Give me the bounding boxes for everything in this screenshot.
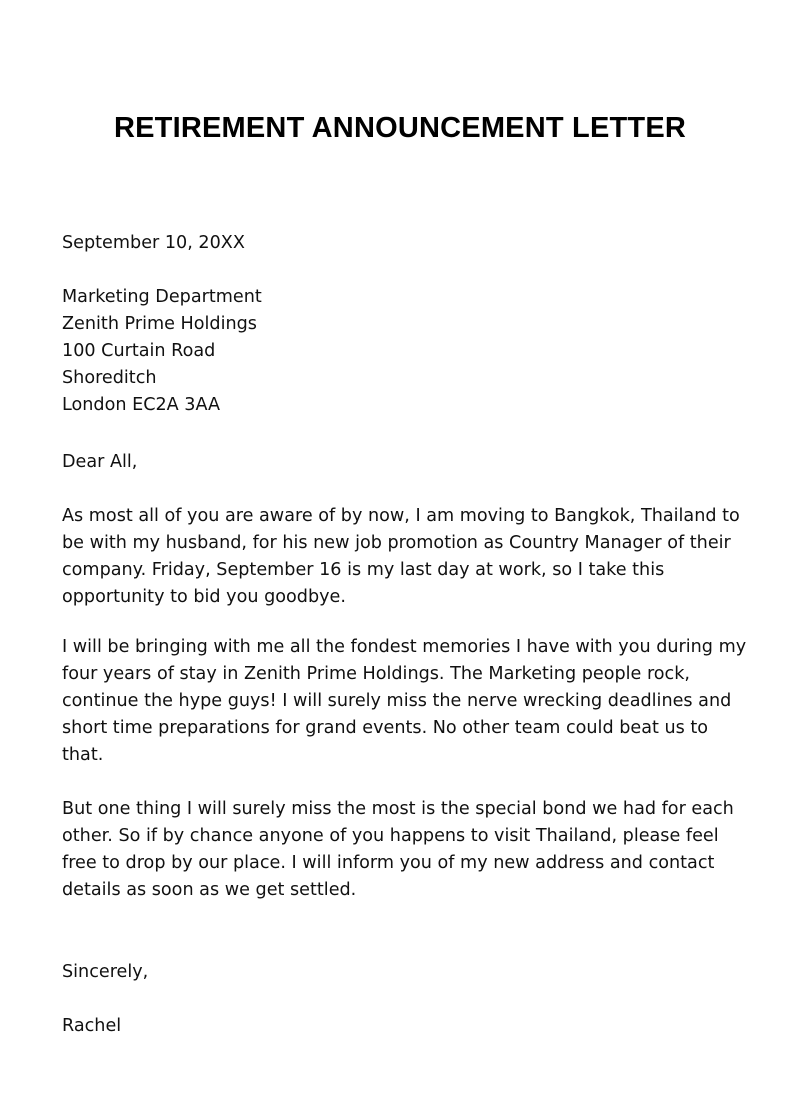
recipient-city-postcode: London EC2A 3AA <box>62 395 221 415</box>
letter-title: RETIREMENT ANNOUNCEMENT LETTER <box>113 112 687 144</box>
letter-paragraph-1: As most all of you are aware of by now, I am moving to Bangkok, Thailand to be with my husband, for his new job promotion as Country Manager of their company. Friday, September 16 is my last day at work, so I take this opportunity to bid you goodbye. <box>62 506 740 607</box>
recipient-district: Shoreditch <box>62 368 157 388</box>
recipient-street: 100 Curtain Road <box>62 341 216 361</box>
recipient-department: Marketing Department <box>62 287 262 307</box>
recipient-company: Zenith Prime Holdings <box>62 314 257 334</box>
letter-paragraph-3: But one thing I will surely miss the most is the special bond we had for each other. So if by chance anyone of you happens to visit Thailand, please feel free to drop by our place. I will inform you of my new address and contact details as soon as we get settled. <box>62 799 734 900</box>
letter-closing: Sincerely, <box>62 962 149 982</box>
letter-signature: Rachel <box>62 1016 122 1036</box>
letter-date: September 10, 20XX <box>62 233 245 253</box>
recipient-address <box>62 284 752 419</box>
letter-greeting: Dear All, <box>62 452 138 472</box>
letter-paragraph-2: I will be bringing with me all the fondest memories I have with you during my four years of stay in Zenith Prime Holdings. The Marketing people rock, continue the hype guys! I will surely miss the nerve wrecking deadlines and short time preparations for grand events. No other team could beat us to that. <box>62 637 747 765</box>
